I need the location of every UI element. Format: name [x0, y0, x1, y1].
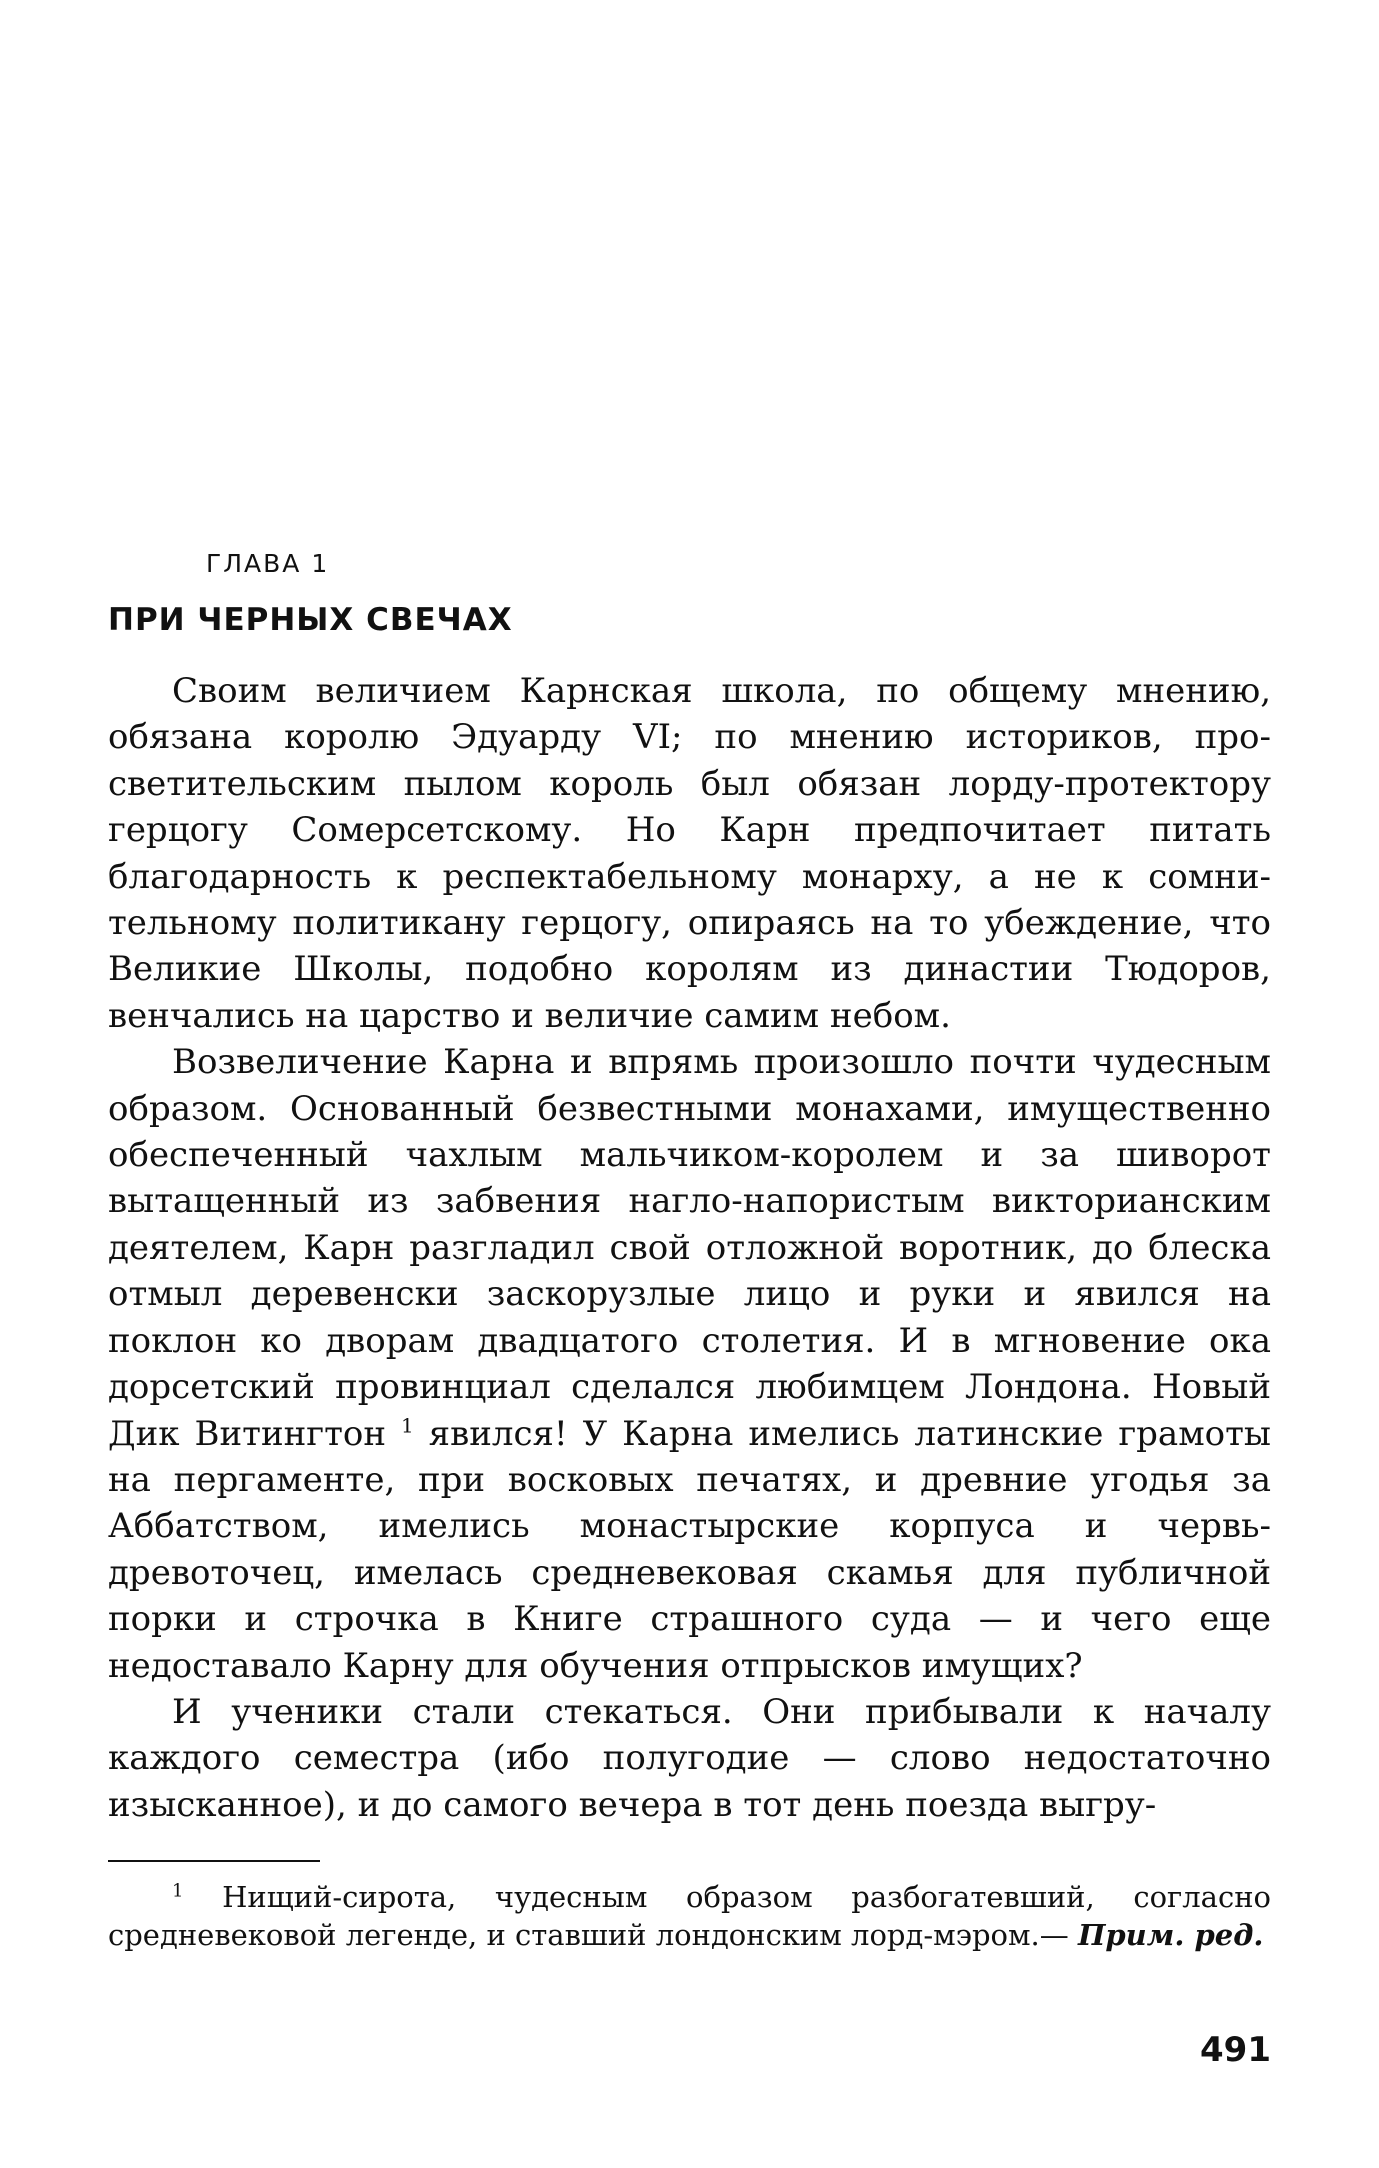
footnote-editor-note: Прим. ред. — [1077, 1918, 1264, 1952]
page-number: 491 — [1200, 2030, 1271, 2070]
footnote-divider — [108, 1860, 320, 1862]
footnote — [108, 1878, 1271, 1954]
paragraph-2-text-before-note: Возвеличение Карна и впрямь произошло почти чудесным образом. Основанный безвестными монахами, имущественно обеспеченный чахлым мальчиком-королем и за шиворот вытащенный из забвения нагло-напористым викторианским деятелем, Карн разгладил свой отложной воротник, до блеска отмыл деревенски заскорузлые лицо и руки и явился на поклон ко дворам двадцатого столетия. И в мгновение ока дорсетский провинциал сделался любимцем Лондона. Новый Дик Витингтон — [108, 1042, 1271, 1454]
paragraph-3: И ученики стали стекаться. Они прибывали к началу каждого семестра (ибо полугодие — слово недостаточно изысканное), и до самого вечера в тот день поезда выгру- — [108, 1691, 1271, 1825]
paragraph-2 — [108, 1039, 1271, 1689]
book-page — [108, 0, 1271, 2168]
paragraph-2-text-after-note: явился! У Карна имелись латинские грамоты на пергаменте, при восковых печатях, и древние угодья за Аббатством, имелись монастырские корпуса и червь-древоточец, имелась средневековая скамья для публичной порки и строчка в Книге страшного суда — и чего еще недоставало Карну для обучения отпрысков имущих? — [108, 1413, 1271, 1686]
body-text — [108, 668, 1271, 1828]
footnote-mark: 1 — [172, 1880, 184, 1902]
chapter-title: ПРИ ЧЕРНЫХ СВЕЧАХ — [108, 602, 513, 638]
footnote-reference: 1 — [400, 1413, 414, 1438]
chapter-label: ГЛАВА 1 — [206, 549, 330, 578]
footnote-text: Нищий-сирота, чудесным образом разбогатевший, согласно средневековой легенде, и ставший лондонским лорд-мэром.— — [108, 1880, 1271, 1952]
paragraph-1: Своим величием Карнская школа, по общему мнению, обязана королю Эдуарду VI; по мнению историков, просветительским пылом король был обязан лорду-протектору герцогу Сомерсетскому. Но Карн предпочитает питать благодарность к респектабельному монарху, а не к сомнительному политикану герцогу, опираясь на то убеждение, что Великие Школы, подобно королям из династии Тюдоров, венчались на царство и величие самим небом. — [108, 671, 1271, 1036]
